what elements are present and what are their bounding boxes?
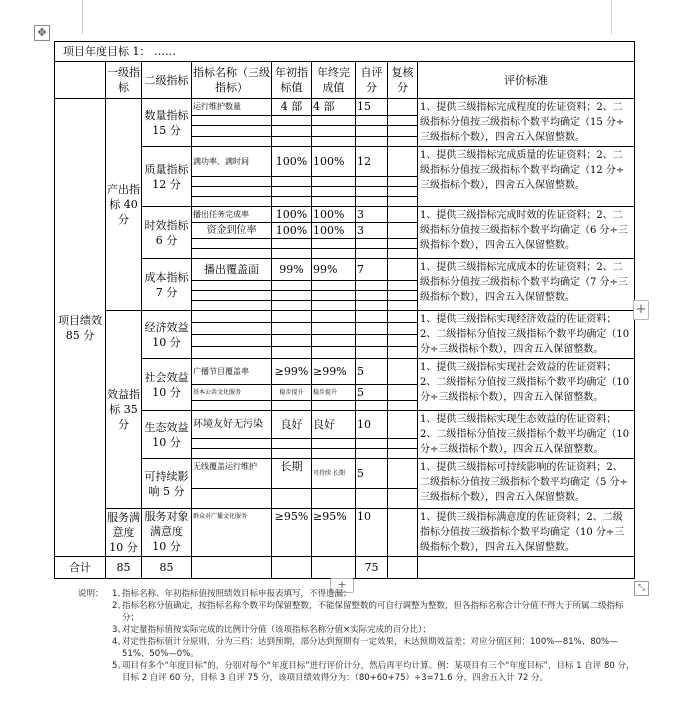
- performance-table: [54, 41, 635, 579]
- quantity-label: 数量指标 15 分: [142, 99, 192, 147]
- social-criteria: 1、提供三级指标实现社会效益的佐证资料；2、二级指标分值按三级指标个数平均确定（10 分÷三级指标个数），四舍五入保留整数。: [418, 359, 635, 411]
- timeliness-score-1: 3: [356, 207, 388, 223]
- quality-actual: 100%: [312, 147, 356, 177]
- table-title: 项目年度目标 1： ……: [55, 42, 635, 62]
- timeliness-criteria: 1、提供三级指标完成时效的佐证资料；2、二级指标分值按三级指标个数平均确定（6 分÷三级指标个数），四舍五入保留整数。: [418, 207, 635, 259]
- header-review-score: 复核分: [388, 62, 418, 99]
- social-target-2: 稳步提升: [272, 385, 312, 401]
- ecological-criteria: 1、提供三级指标实现生态效益的佐证资料；2、二级指标分值按三级指标个数平均确定（10 分÷三级指标个数），四舍五入保留整数。: [418, 411, 635, 459]
- sustainable-target: 长期: [272, 459, 312, 489]
- social-score-2: 5: [356, 385, 388, 401]
- social-actual-2: 稳步提升: [312, 385, 356, 401]
- note-item: 说明： 1、 指标名称、年初指标值按照绩效目标申报表填写，不得遗漏；: [78, 589, 352, 599]
- ecological-target: 良好: [272, 411, 312, 439]
- social-target-1: ≥99%: [272, 359, 312, 385]
- quality-score: 12: [356, 147, 388, 177]
- page-margin-right: [611, 0, 612, 34]
- cost-criteria: 1、提供三级指标完成成本的佐证资料；2、二级指标分值按三级指标个数平均确定（7 分÷三级指标个数），四舍五入保留整数。: [418, 259, 635, 311]
- cost-target: 99%: [272, 259, 312, 281]
- timeliness-actual-2: 100%: [312, 223, 356, 239]
- cost-name: 播出覆盖面: [192, 259, 272, 281]
- quality-criteria: 1、提供三级指标完成质量的佐证资料；2、二级指标分值按三级指标个数平均确定（12 分÷三级指标个数），四舍五入保留整数。: [418, 147, 635, 207]
- timeliness-target-2: 100%: [272, 223, 312, 239]
- page-margin-left: [82, 0, 83, 34]
- note-item: 5、 项目有多个“年度目标”的，分别对每个“年度目标”进行评价计分，然后再平均计算。例：某项目有三个“年度目标”，目标 1 自评 80 分，目标 2 自评 60 分，目标 3 自评 75 分，该项目绩效得分为：（80+60+75）÷3=71.6 分，四舍五入计 72 分。: [112, 661, 635, 683]
- quality-name: 满功率、满时间: [192, 147, 272, 177]
- quality-target: 100%: [272, 147, 312, 177]
- social-name-1: 广播节目覆盖率: [192, 359, 272, 385]
- total-level1: 85: [106, 557, 142, 579]
- add-column-plus-icon[interactable]: +: [633, 300, 649, 320]
- satisfaction-target: ≥95%: [272, 509, 312, 557]
- header-name: 指标名称（三级指标）: [192, 62, 272, 99]
- timeliness-target-1: 100%: [272, 207, 312, 223]
- quantity-actual: 4 部: [312, 99, 356, 116]
- notes: [78, 588, 638, 684]
- social-score-1: 5: [356, 359, 388, 385]
- timeliness-actual-1: 100%: [312, 207, 356, 223]
- ecological-label: 生态效益 10 分: [142, 411, 192, 459]
- table-resize-icon[interactable]: ⤡: [634, 581, 649, 596]
- economic-label: 经济效益 10 分: [142, 311, 192, 359]
- satisfaction-criteria: 1、提供三级指标满意度的佐证资料；2、二级指标分值按三级指标个数平均确定（10 分÷三级指标个数），四舍五入保留整数。: [418, 509, 635, 557]
- sustainable-actual: 可持续 长期: [312, 459, 356, 489]
- header-target: 年初指标值: [272, 62, 312, 99]
- social-label: 社会效益 10 分: [142, 359, 192, 411]
- timeliness-score-2: 3: [356, 223, 388, 239]
- project-total-label: 项目绩效 85 分: [55, 99, 106, 557]
- table-move-handle-icon[interactable]: ✥: [34, 25, 50, 41]
- header-self-score: 自评分: [356, 62, 388, 99]
- satisfaction-score: 10: [356, 509, 388, 557]
- quantity-criteria: 1、提供三级指标完成程度的佐证资料；2、二级指标分值按三级指标个数平均确定（15 分÷三级指标个数），四舍五入保留整数。: [418, 99, 635, 147]
- sustainable-label: 可持续影响 5 分: [142, 459, 192, 509]
- timeliness-name-2: 资金到位率: [192, 223, 272, 239]
- sustainable-criteria: 1、提供三级指标可持续影响的佐证资料；2、二级指标分值按三级指标个数平均确定（5 分÷三级指标个数），四舍五入保留整数。: [418, 459, 635, 509]
- total-score: 75: [356, 557, 388, 579]
- benefit-indicator-label: 效益指标 35 分: [106, 311, 142, 509]
- satisfaction-name: 群众对广播文化服务: [192, 509, 272, 557]
- quantity-target: 4 部: [272, 99, 312, 116]
- satisfaction-level1-label: 服务满意度 10 分: [106, 509, 142, 557]
- ecological-actual: 良好: [312, 411, 356, 439]
- quantity-name: 运行维护数量: [192, 99, 272, 116]
- social-actual-1: ≥99%: [312, 359, 356, 385]
- cost-score: 7: [356, 259, 388, 281]
- sustainable-name: 无线覆盖运行维护: [192, 459, 272, 489]
- economic-criteria: 1、提供三级指标实现经济效益的佐证资料；2、二级指标分值按三级指标个数平均确定（10 分÷三级指标个数），四舍五入保留整数。: [418, 311, 635, 359]
- quantity-score: 15: [356, 99, 388, 116]
- cost-actual: 99%: [312, 259, 356, 281]
- note-item: 4、 对定性指标值计分原则，分为三档：达到预期，部分达到预期有一定效果，未达预期效益差；对应分值区间：100%—81%、80%—51%、50%—0%。: [112, 637, 618, 659]
- note-item: 2、 指标名称分值确定，按指标名称个数平均保留整数，不能保留整数的可自行调整为整数，但各指标名称合计分值不得大于所属二级指标分；: [112, 601, 624, 623]
- notes-lead: 说明：: [78, 589, 104, 599]
- sustainable-score: 5: [356, 459, 388, 489]
- satisfaction-level2-label: 服务对象满意度 10 分: [142, 509, 192, 557]
- satisfaction-actual: ≥95%: [312, 509, 356, 557]
- total-level2: 85: [142, 557, 192, 579]
- timeliness-name-1: 播出任务完成率: [192, 207, 272, 223]
- header-actual: 年终完成值: [312, 62, 356, 99]
- add-row-plus-icon[interactable]: +: [330, 578, 354, 593]
- header-level1: 一级指标: [106, 62, 142, 99]
- timeliness-label: 时效指标 6 分: [142, 207, 192, 259]
- quality-label: 质量指标 12 分: [142, 147, 192, 207]
- note-item: 3、 对定量指标值按实际完成的比例计分值（该项指标名称分值×实际完成的百分比）；: [112, 625, 431, 635]
- ecological-name: 环境友好无污染: [192, 411, 272, 439]
- total-label: 合计: [55, 557, 106, 579]
- cost-label: 成本指标 7 分: [142, 259, 192, 311]
- header-criteria: 评价标准: [418, 62, 635, 99]
- output-indicator-label: 产出指标 40 分: [106, 99, 142, 311]
- ecological-score: 10: [356, 411, 388, 439]
- header-level2: 二级指标: [142, 62, 192, 99]
- social-name-2: 基本公共文化服务: [192, 385, 272, 401]
